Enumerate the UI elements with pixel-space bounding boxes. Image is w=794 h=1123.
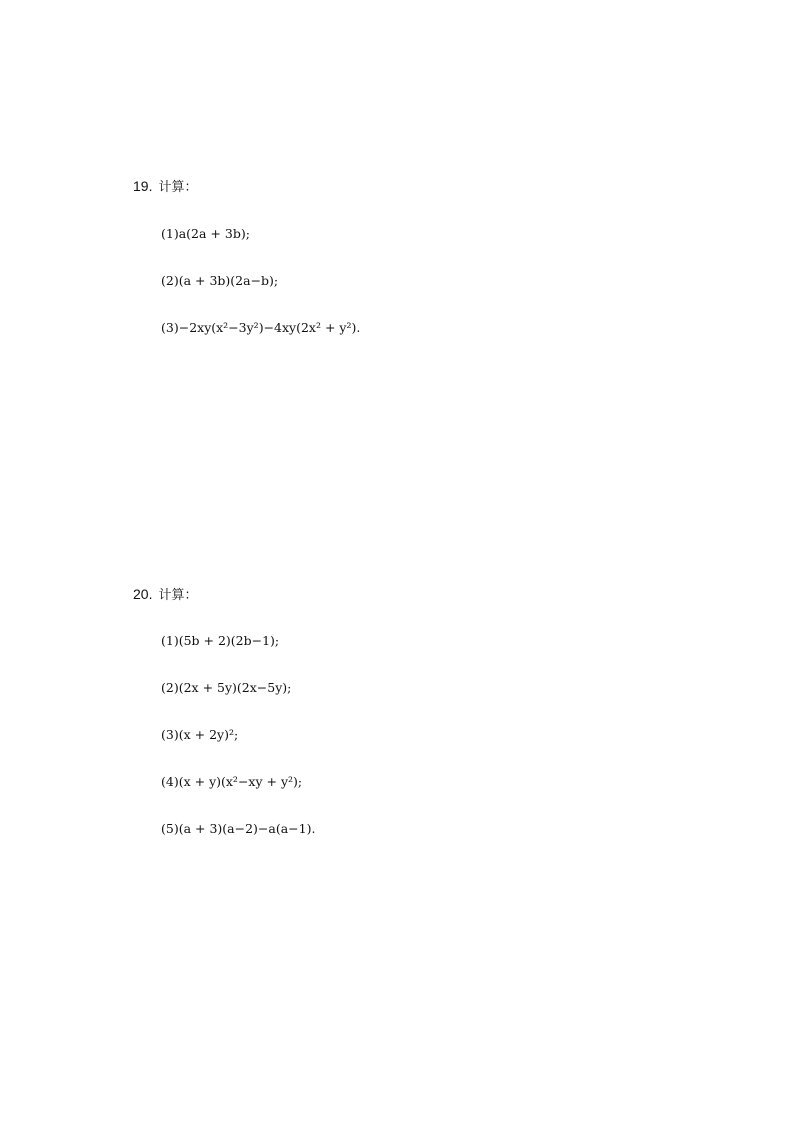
item-expression: (a + 3)(a−2)−a(a−1). xyxy=(178,821,316,836)
item-index: (1) xyxy=(161,633,179,648)
question-title: 计算： xyxy=(158,180,198,195)
item-index: (2) xyxy=(161,680,179,695)
question-19-item-3 xyxy=(161,319,360,337)
item-expression: −2xy(x²−3y²)−4xy(2x² + y²). xyxy=(178,320,361,335)
question-20-item-2 xyxy=(161,679,291,697)
item-expression: (a + 3b)(2a−b); xyxy=(178,273,279,288)
item-expression: (x + 2y)²; xyxy=(178,727,239,742)
question-number: 19. xyxy=(133,178,153,194)
question-20-item-4 xyxy=(161,773,302,791)
question-20-item-1 xyxy=(161,632,279,650)
item-expression: a(2a + 3b); xyxy=(178,226,250,241)
item-expression: (x + y)(x²−xy + y²); xyxy=(178,774,303,789)
item-index: (2) xyxy=(161,273,179,288)
item-index: (4) xyxy=(161,774,179,789)
question-20-heading xyxy=(133,585,197,605)
question-20-item-3 xyxy=(161,726,238,744)
question-number: 20. xyxy=(133,586,153,602)
item-expression: (5b + 2)(2b−1); xyxy=(178,633,280,648)
question-19-item-1 xyxy=(161,225,250,243)
question-title: 计算： xyxy=(158,588,198,603)
item-index: (1) xyxy=(161,226,179,241)
item-index: (5) xyxy=(161,821,179,836)
item-index: (3) xyxy=(161,727,179,742)
item-index: (3) xyxy=(161,320,179,335)
question-20-item-5 xyxy=(161,820,315,838)
item-expression: (2x + 5y)(2x−5y); xyxy=(178,680,292,695)
question-19-heading xyxy=(133,177,197,197)
question-19-item-2 xyxy=(161,272,278,290)
